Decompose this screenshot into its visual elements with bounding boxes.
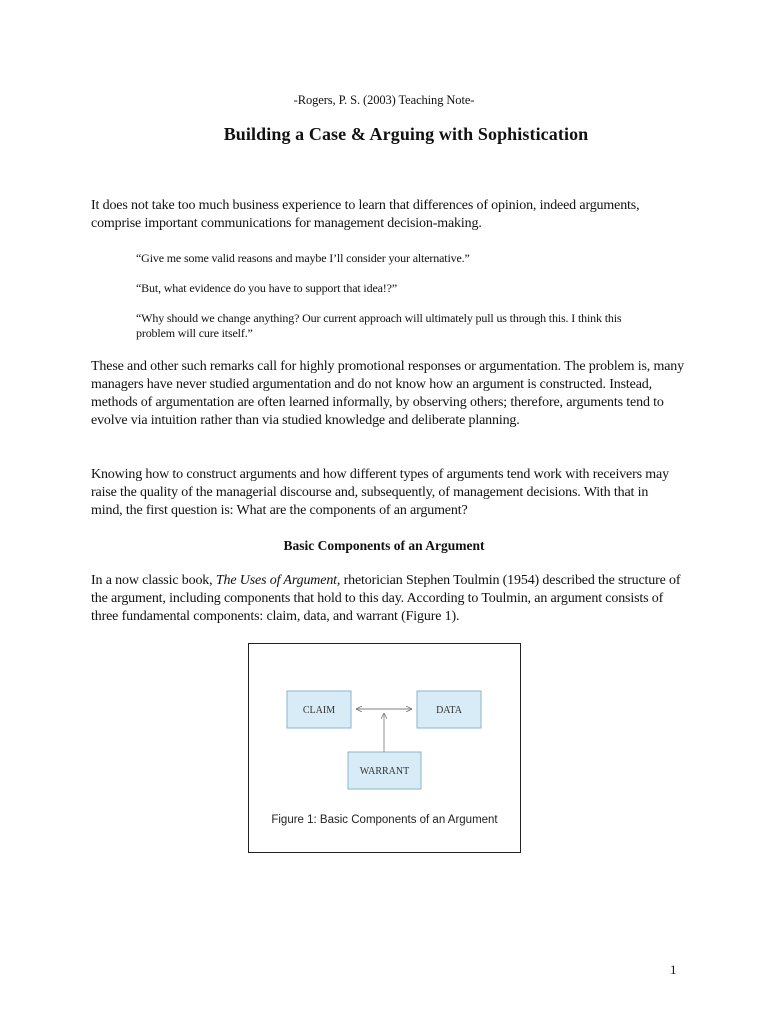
page-title: Building a Case & Arguing with Sophistication [223, 124, 589, 144]
section-heading: Basic Components of an Argument [283, 538, 485, 553]
page-number: 1 [670, 962, 677, 977]
paragraph-3: Knowing how to construct arguments and how different types of arguments tend work with receivers may raise the quality of the managerial discourse and, subsequently, of management decisions. With that in mind, the first question is: What are the components of an argument? [91, 467, 669, 518]
figure-caption: Figure 1: Basic Components of an Argument [271, 814, 498, 826]
quote-2: “But, what evidence do you have to support that idea!?” [136, 281, 397, 295]
paragraph-4 [91, 572, 681, 626]
argument-diagram [249, 644, 520, 809]
figure-1 [248, 643, 521, 853]
data-label: DATA [436, 705, 462, 716]
intro-paragraph: It does not take too much business experience to learn that differences of opinion, indeed arguments, comprise important communications for management decision-making. [91, 198, 640, 231]
paragraph-4-rest: rhetorician Stephen Toulmin (1954) described the structure of the argument, including components that hold to this day. According to Toulmin, an argument consists of three fundamental components: claim, data, and warrant (Figure 1). [91, 573, 681, 624]
quote-3: “Why should we change anything? Our current approach will ultimately pull us through this. I think this problem will cure itself.” [136, 311, 622, 340]
paragraph-4-intro: In a now classic book, [91, 573, 216, 588]
quote-1: “Give me some valid reasons and maybe I’ll consider your alternative.” [136, 251, 470, 265]
header-note: -Rogers, P. S. (2003) Teaching Note- [293, 93, 475, 107]
book-title: The Uses of Argument, [215, 573, 341, 588]
paragraph-2: These and other such remarks call for highly promotional responses or argumentation. The problem is, many managers have never studied argumentation and do not know how an argument is constructed. Instead, methods of argumentation are often learned informally, by observing others; therefore, arguments tend to evolve via intuition rather than via studied knowledge and deliberate planning. [91, 359, 684, 428]
claim-label: CLAIM [302, 705, 336, 716]
warrant-label: WARRANT [359, 766, 410, 777]
